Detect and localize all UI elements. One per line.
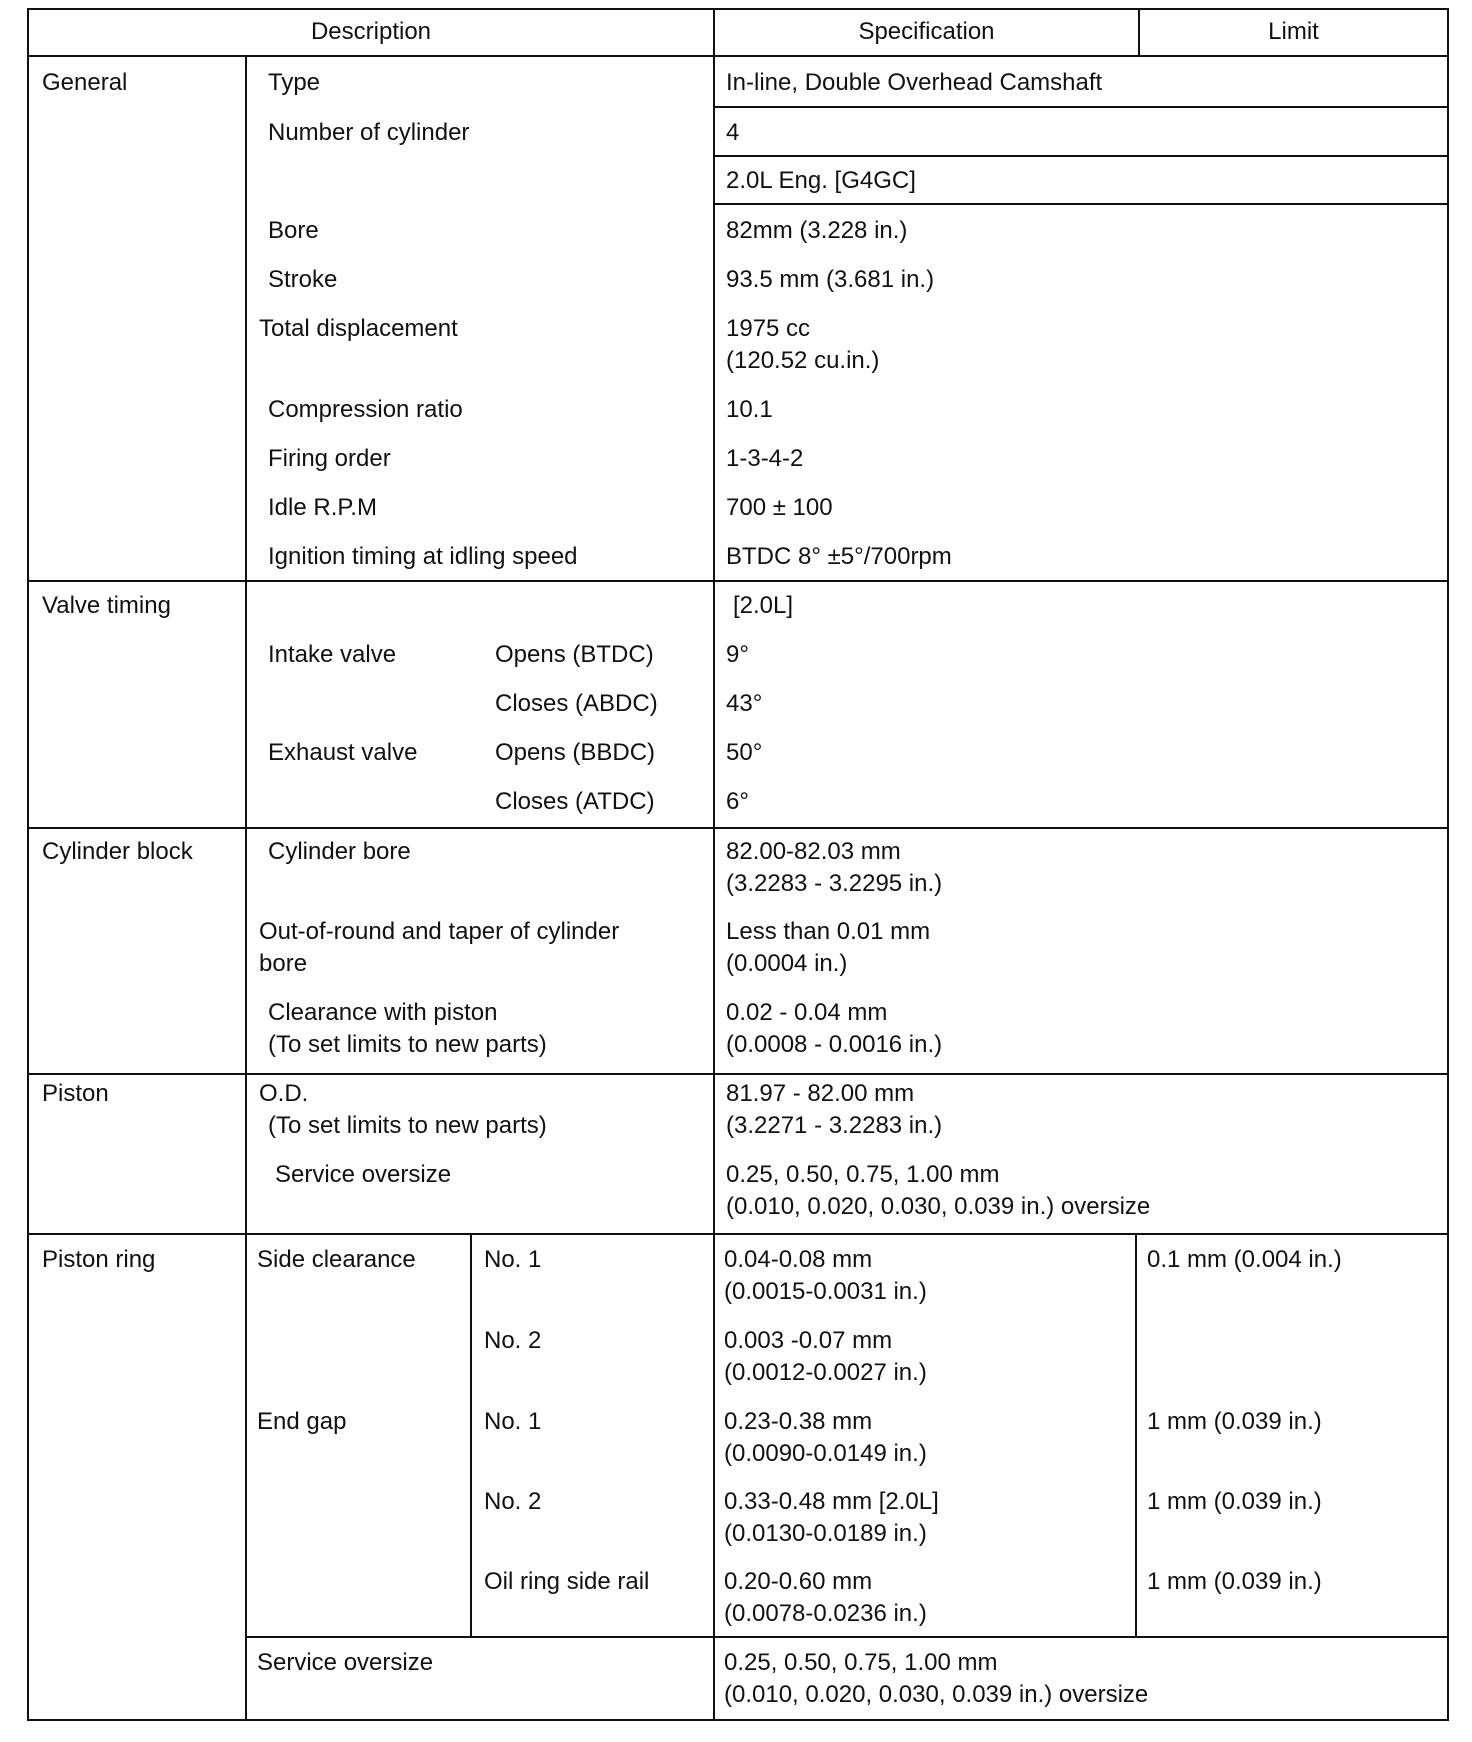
spec-clearance-with-piston: 0.02 - 0.04 mm xyxy=(726,999,888,1026)
section-column-divider xyxy=(245,55,247,1721)
table-border-top xyxy=(27,8,1449,10)
sub-exhaust-opens: Opens (BBDC) xyxy=(495,739,656,766)
label-piston-od: O.D. xyxy=(259,1080,309,1107)
label-stroke: Stroke xyxy=(268,266,338,293)
label-side-clearance: Side clearance xyxy=(257,1246,416,1273)
spec-clearance-with-piston: (0.0008 - 0.0016 in.) xyxy=(726,1031,943,1058)
section-separator xyxy=(27,827,1449,829)
spec-box-line xyxy=(714,106,1449,108)
limit-oil-ring-side-rail: 1 mm (0.039 in.) xyxy=(1147,1568,1322,1595)
spec-end-gap-no1: (0.0090-0.0149 in.) xyxy=(724,1440,927,1467)
label-end-gap: End gap xyxy=(257,1408,347,1435)
label-piston-service-oversize: Service oversize xyxy=(275,1161,452,1188)
limit-side-clearance-no1: 0.1 mm (0.004 in.) xyxy=(1147,1246,1342,1273)
sub-exhaust-closes: Closes (ATDC) xyxy=(495,788,655,815)
header-limit: Limit xyxy=(1268,18,1319,45)
spec-end-gap-no2: 0.33-0.48 mm [2.0L] xyxy=(724,1488,939,1515)
spec-firing-order: 1-3-4-2 xyxy=(726,445,804,472)
spec-column-divider xyxy=(713,8,715,1721)
header-specification: Specification xyxy=(858,18,995,45)
spec-side-clearance-no2: 0.003 -0.07 mm xyxy=(724,1327,893,1354)
sub-end-gap-no2: No. 2 xyxy=(484,1488,542,1515)
sub-intake-opens: Opens (BTDC) xyxy=(495,641,654,668)
label-clearance-with-piston: Clearance with piston xyxy=(268,999,498,1026)
spec-oil-ring-side-rail: 0.20-0.60 mm xyxy=(724,1568,873,1595)
limit-column-divider xyxy=(1135,1233,1137,1638)
spec-piston-service-oversize: 0.25, 0.50, 0.75, 1.00 mm xyxy=(726,1161,1000,1188)
sub-column-divider xyxy=(470,1233,472,1638)
spec-total-displacement: 1975 cc xyxy=(726,315,811,342)
label-total-displacement: Total displacement xyxy=(259,315,458,342)
label-number-of-cylinder: Number of cylinder xyxy=(268,119,470,146)
spec-number-of-cylinder: 4 xyxy=(726,119,740,146)
label-piston-od: (To set limits to new parts) xyxy=(268,1112,547,1139)
sub-side-clearance-no1: No. 1 xyxy=(484,1246,542,1273)
spec-exhaust-opens: 50° xyxy=(726,739,763,766)
label-out-of-round: Out-of-round and taper of cylinder xyxy=(259,918,620,945)
label-compression-ratio: Compression ratio xyxy=(268,396,463,423)
sub-side-clearance-no2: No. 2 xyxy=(484,1327,542,1354)
spec-side-clearance-no1: (0.0015-0.0031 in.) xyxy=(724,1278,927,1305)
table-border-left xyxy=(27,8,29,1721)
spec-ignition-timing: BTDC 8° ±5°/700rpm xyxy=(726,543,952,570)
label-ignition-timing: Ignition timing at idling speed xyxy=(268,543,578,570)
limit-end-gap-no1: 1 mm (0.039 in.) xyxy=(1147,1408,1322,1435)
spec-piston-od: (3.2271 - 3.2283 in.) xyxy=(726,1112,943,1139)
spec-exhaust-closes: 6° xyxy=(726,788,749,815)
label-ring-service-oversize: Service oversize xyxy=(257,1649,434,1676)
spec-total-displacement: (120.52 cu.in.) xyxy=(726,347,880,374)
label-intake-valve: Intake valve xyxy=(268,641,397,668)
spec-box-line xyxy=(714,155,1449,157)
spec-idle-rpm: 700 ± 100 xyxy=(726,494,833,521)
spec-cylinder-bore: 82.00-82.03 mm xyxy=(726,838,901,865)
spec-side-clearance-no2: (0.0012-0.0027 in.) xyxy=(724,1359,927,1386)
label-type: Type xyxy=(268,69,321,96)
section-separator xyxy=(27,1233,1449,1235)
spec-piston-service-oversize: (0.010, 0.020, 0.030, 0.039 in.) oversize xyxy=(726,1193,1151,1220)
spec-type: In-line, Double Overhead Camshaft xyxy=(726,69,1103,96)
label-clearance-with-piston: (To set limits to new parts) xyxy=(268,1031,547,1058)
label-exhaust-valve: Exhaust valve xyxy=(268,739,418,766)
spec-compression-ratio: 10.1 xyxy=(726,396,773,423)
section-name-piston-ring: Piston ring xyxy=(42,1246,156,1273)
label-firing-order: Firing order xyxy=(268,445,391,472)
spec-end-gap-no2: (0.0130-0.0189 in.) xyxy=(724,1520,927,1547)
spec-end-gap-no1: 0.23-0.38 mm xyxy=(724,1408,873,1435)
spec-ring-service-oversize: (0.010, 0.020, 0.030, 0.039 in.) oversize xyxy=(724,1681,1149,1708)
section-name-cylinder-block: Cylinder block xyxy=(42,838,193,865)
spec-intake-closes: 43° xyxy=(726,690,763,717)
label-idle-rpm: Idle R.P.M xyxy=(268,494,377,521)
spec-intake-opens: 9° xyxy=(726,641,749,668)
section-separator xyxy=(27,1073,1449,1075)
label-cylinder-bore: Cylinder bore xyxy=(268,838,411,865)
spec-engine-model: 2.0L Eng. [G4GC] xyxy=(726,167,916,194)
section-name-valve-timing: Valve timing xyxy=(42,592,171,619)
spec-ring-service-oversize: 0.25, 0.50, 0.75, 1.00 mm xyxy=(724,1649,998,1676)
spec-side-clearance-no1: 0.04-0.08 mm xyxy=(724,1246,873,1273)
spec-valve-timing-variant: [2.0L] xyxy=(733,592,794,619)
spec-out-of-round: Less than 0.01 mm xyxy=(726,918,931,945)
table-border-bottom xyxy=(27,1719,1449,1721)
spec-box-line xyxy=(714,203,1449,205)
spec-out-of-round: (0.0004 in.) xyxy=(726,950,848,977)
sub-oil-ring-side-rail: Oil ring side rail xyxy=(484,1568,650,1595)
section-separator xyxy=(27,580,1449,582)
spec-bore: 82mm (3.228 in.) xyxy=(726,217,908,244)
spec-piston-od: 81.97 - 82.00 mm xyxy=(726,1080,915,1107)
limit-end-gap-no2: 1 mm (0.039 in.) xyxy=(1147,1488,1322,1515)
row-separator xyxy=(245,1636,1449,1638)
sub-intake-closes: Closes (ABDC) xyxy=(495,690,658,717)
label-out-of-round: bore xyxy=(259,950,308,977)
label-bore: Bore xyxy=(268,217,319,244)
header-description: Description xyxy=(310,18,432,45)
spec-oil-ring-side-rail: (0.0078-0.0236 in.) xyxy=(724,1600,927,1627)
section-name-piston: Piston xyxy=(42,1080,109,1107)
table-border-right xyxy=(1447,8,1449,1721)
sub-end-gap-no1: No. 1 xyxy=(484,1408,542,1435)
header-separator xyxy=(27,55,1449,57)
spec-cylinder-bore: (3.2283 - 3.2295 in.) xyxy=(726,870,943,897)
section-name-general: General xyxy=(42,69,128,96)
spec-stroke: 93.5 mm (3.681 in.) xyxy=(726,266,935,293)
